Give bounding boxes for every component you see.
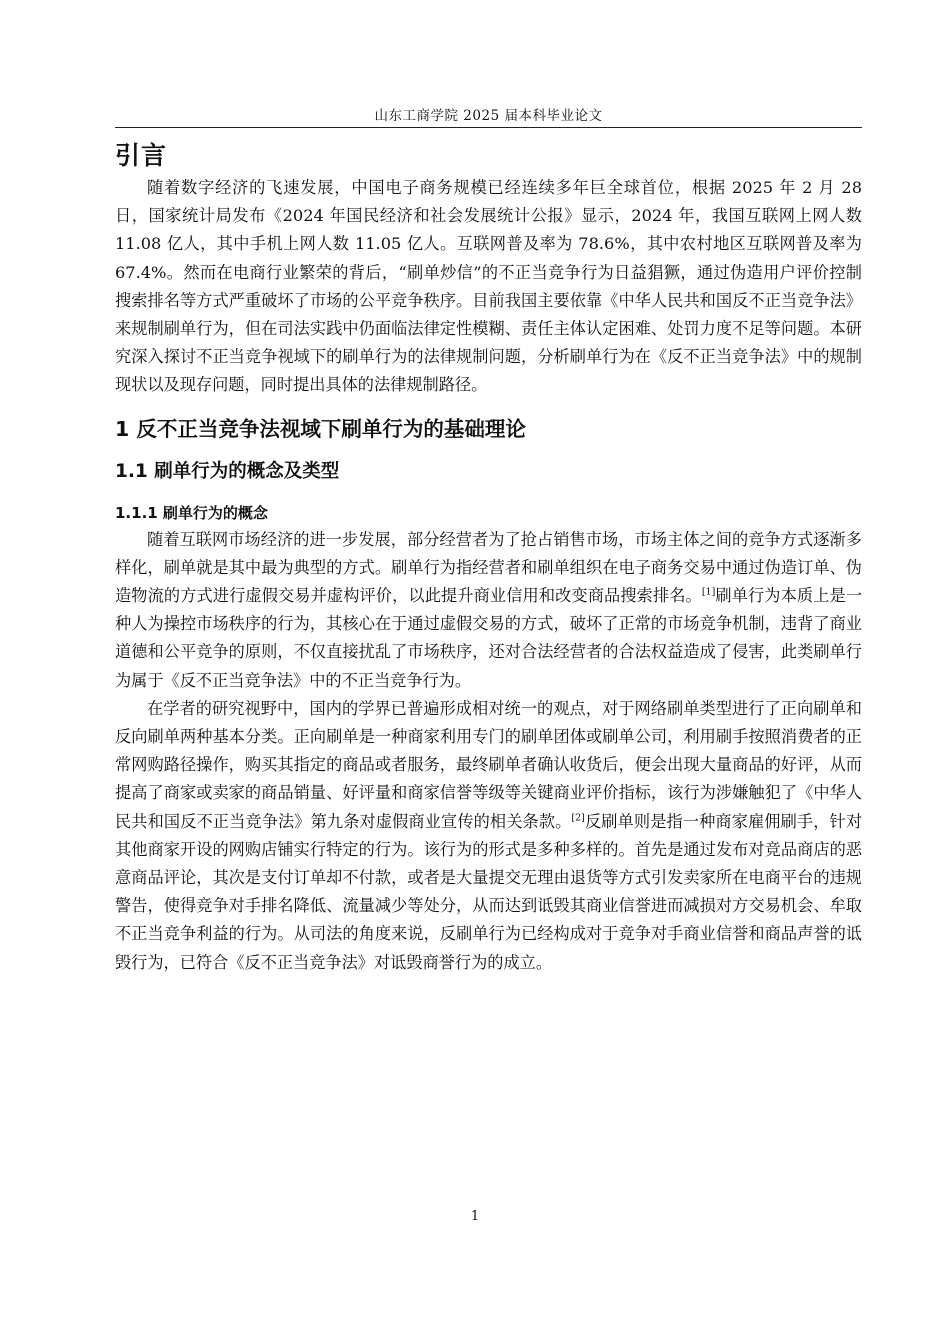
citation-1: [1] <box>701 586 716 598</box>
concept-paragraph <box>115 526 862 695</box>
types-paragraph-text-a: 在学者的研究视野中，国内的学界已普遍形成相对统一的观点，对于网络刷单类型进行了正向刷单和反向刷单两种基本分类。正向刷单是一种商家利用专门的刷单团体或刷单公司，利用刷手按照消费者的正常网购路径操作，购买其指定的商品或者服务，最终刷单者确认收货后，便会出现大量商品的好评，从而提高了商家或卖家的商品销量、好评量和商家信誉等级等关键商业评价指标，该行为涉嫌触犯了《中华人民共和国反不正当竞争法》第九条对虚假商业宣传的相关条款。 <box>115 698 862 831</box>
intro-heading: 引言 <box>115 141 168 170</box>
citation-2: [2] <box>571 812 585 824</box>
header-rule <box>115 127 862 128</box>
concept-paragraph-text-b: 刷单行为本质上是一种人为操控市场秩序的行为，其核心在于通过虚假交易的方式，破坏了正常的市场竞争机制，违背了商业道德和公平竞争的原则，不仅直接扰乱了市场秩序，还对合法经营者的合法权益造成了侵害，此类刷单行为属于《反不正当竞争法》中的不正当竞争行为。 <box>115 586 863 690</box>
section-1-1-1-heading: 1.1.1 刷单行为的概念 <box>115 503 268 522</box>
concept-paragraph-text-a: 随着互联网市场经济的进一步发展，部分经营者为了抢占销售市场，市场主体之间的竞争方式逐渐多样化，刷单就是其中最为典型的方式。刷单行为指经营者和刷单组织在电子商务交易中通过伪造订单、伪造物流的方式进行虚假交易并虚构评价，以此提升商业信用和改变商品搜索排名。 <box>115 529 862 606</box>
running-header: 山东工商学院 2025 届本科毕业论文 <box>374 108 603 124</box>
types-paragraph-text-b: 反刷单则是指一种商家雇佣刷手，针对其他商家开设的网购店铺实行特定的行为。该行为的形式是多种多样的。首先是通过发布对竞品商店的恶意商品评论，其次是支付订单却不付款，或者是大量提交无理由退货等方式引发卖家所在电商平台的违规警告，使得竞争对手排名降低、流量减少等处分，从而达到诋毁其商业信誉进而减损对方交易机会、牟取不正当竞争利益的行为。从司法的角度来说，反刷单行为已经构成对于竞争对手商业信誉和商品声誉的诋毁行为，已符合《反不正当竞争法》对诋毁商誉行为的成立。 <box>115 811 863 972</box>
page-number: 1 <box>470 1209 480 1224</box>
section-1-1-heading: 1.1 刷单行为的概念及类型 <box>115 460 340 482</box>
page-content <box>115 138 862 977</box>
intro-paragraph: 随着数字经济的飞速发展，中国电子商务规模已经连续多年巨全球首位，根据 2025 年 2 月 28 日，国家统计局发布《2024 年国民经济和社会发展统计公报》显示，2024 年，我国互联网上网人数 11.08 亿人，其中手机上网人数 11.05 亿人。互联网普及率为 78.6%，其中农村地区互联网普及率为 67.4%。然而在电商行业繁荣的背后，“刷单炒信”的不正当竞争行为日益猖獗，通过伪造用户评价控制搜索排名等方式严重破坏了市场的公平竞争秩序。目前我国主要依靠《中华人民共和国反不正当竞争法》来规制刷单行为，但在司法实践中仍面临法律定性模糊、责任主体认定困难、处罚力度不足等问题。本研究深入探讨不正当竞争视域下的刷单行为的法律规制问题，分析刷单行为在《反不正当竞争法》中的规制现状以及现存问题，同时提出具体的法律规制路径。 <box>115 178 862 395</box>
section-1-heading: 1 反不正当竞争法视域下刷单行为的基础理论 <box>115 416 526 441</box>
types-paragraph <box>115 695 862 977</box>
